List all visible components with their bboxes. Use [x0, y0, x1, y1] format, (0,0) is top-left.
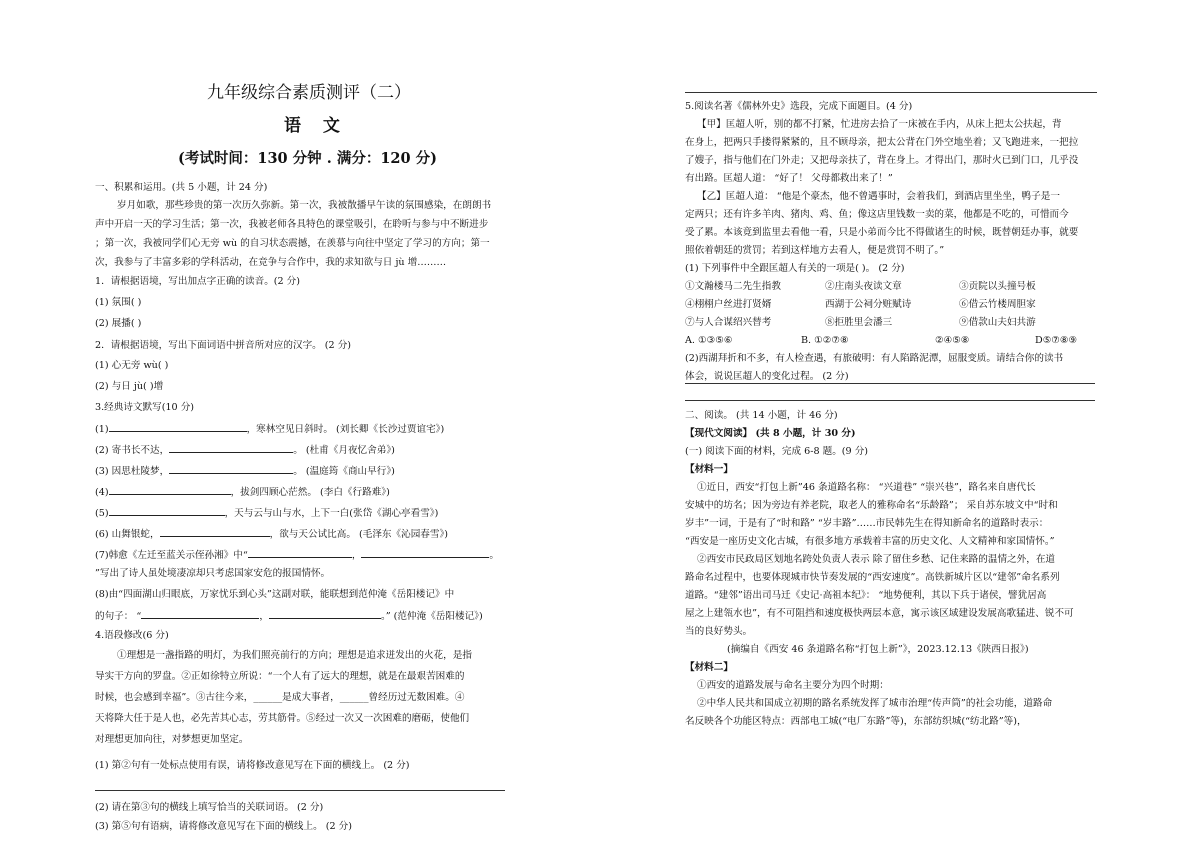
- q3-item: [95, 506, 438, 520]
- q5-sub2: (2)西湖拜折和不多，有人检查遇，有旅破明：有人陷路泥潭，屈服变质。请结合你的读书: [685, 353, 1064, 364]
- q3-item-pre: (3) 因思杜陵梦，: [95, 466, 170, 477]
- q5-yi-line: 定两只；还有许多羊肉、猪肉、鸡、鱼；像这店里钱数一卖的菜，他都是不吃的，可惜而今: [685, 209, 1069, 220]
- q5-option: 西湖于公祠分赃赋诗: [825, 299, 912, 310]
- answer-blank[interactable]: [248, 548, 352, 558]
- q3-item-post: ，欲与天公试比高。 (毛泽东《沁园春雪》): [269, 529, 449, 540]
- passage-line: 次，我参与了丰富多彩的学科活动，在竞争与合作中，我的求知欲与日 jù 增………: [95, 257, 447, 268]
- answer-line[interactable]: [685, 400, 1095, 401]
- q5-option: ②庄南头夜读文章: [825, 281, 902, 292]
- q3-item: [95, 422, 444, 436]
- q5-option: ⑧拒胜里会潘三: [825, 317, 893, 328]
- q5-option: ③贡院以头撞号板: [959, 281, 1036, 292]
- q3-8-text: 的句子： “: [95, 611, 142, 622]
- q5-option: ④栩栩户丝进打贤婿: [685, 299, 772, 310]
- answer-blank[interactable]: [269, 609, 381, 619]
- answer-blank[interactable]: [109, 485, 231, 495]
- q3-item-post: ，寒林空见日斜时。 (刘长卿《长沙过贾谊宅》): [246, 424, 445, 435]
- q3-item: [95, 443, 395, 457]
- answer-line[interactable]: [95, 790, 505, 791]
- q5-sub2: 体会，说说匡超人的变化过程。 (2 分): [685, 371, 849, 382]
- material1-line: “西安是一座历史文化古城，有很多地方承载着丰富的历史文化、人文精神和家国情怀。”: [685, 536, 1055, 547]
- material1-line: 道路。“建邻”语出司马迁《史记·高祖本纪》： “地势便利，其以下兵于诸侯，譬犹居高: [685, 590, 1047, 601]
- material1-line: 屋之上建瓴水也”，有不可阻挡和速度极快两层本意，寓示该区域建设发展高歌猛进、锐不可: [685, 608, 1074, 619]
- q3-item-pre: (5): [95, 508, 109, 519]
- material2-label: 【材料二】: [685, 662, 733, 673]
- material2-line: ①西安的道路发展与命名主要分为四个时期：: [697, 680, 889, 691]
- q5-option: ①文瀚楼马二先生指教: [685, 281, 781, 292]
- answer-blank[interactable]: [109, 422, 247, 432]
- q3-item-7-cont: ”写出了诗人虽处境凄凉却只考虑国家安危的报国情怀。: [95, 568, 331, 579]
- q5-option: ⑥借云竹楼周胆家: [959, 299, 1036, 310]
- q2-item: (1) 心无旁 wù( ): [95, 360, 169, 371]
- passage-line: 岁月如歌，那些珍贵的第一次历久弥新。第一次，我被散播早午读的氛围感染，在朗朗书: [117, 200, 492, 211]
- q4-passage-line: 导实干方向的罗盘。②正如徐特立所说：“一个人有了远大的理想，就是在最艰苦困难的: [95, 671, 465, 682]
- material1-source: (摘编自《西安 46 条道路名称“打包上新”》，2023.12.13《陕西日报》): [727, 644, 1029, 655]
- q4-passage-line: 天将降大任于是人也，必先苦其心志，劳其筋骨。⑤经过一次又一次困难的磨砺，使他们: [95, 713, 470, 724]
- q5-jia-line: 有出路。匡超人道： “好了！ 父母都救出来了！”: [685, 173, 893, 184]
- right-page: [685, 0, 1097, 848]
- q5-jia-line: 在身上，把两只手搂得紧紧的，且不顾母亲，把太公背在门外空地坐着；又飞跑进来，一把拉: [685, 137, 1079, 148]
- q3-item-pre: (2) 寄书长不达，: [95, 445, 170, 456]
- answer-blank[interactable]: [109, 506, 225, 516]
- answer-blank[interactable]: [169, 443, 293, 453]
- q3-item-pre: (1): [95, 424, 109, 435]
- passage-line: ；第一次，我被同学们心无旁 wù 的自习状态震撼，在羡慕与向往中坚定了学习的方向；第一: [95, 238, 490, 249]
- left-page: [95, 0, 585, 848]
- q3-item-pre: (6) 山舞银蛇，: [95, 529, 160, 540]
- part1-instruction: (一) 阅读下面的材料，完成 6-8 题。(9 分): [685, 446, 869, 457]
- q1-item: (1) 氛围( ): [95, 297, 142, 308]
- q4-passage-line: 对理想更加向往，对梦想更加坚定。: [95, 734, 249, 745]
- q2-item: (2) 与日 jù( )增: [95, 381, 164, 392]
- q3-item: [95, 464, 395, 478]
- q5-sub1: (1) 下列事件中全跟匡超人有关的一项是( )。 (2 分): [685, 263, 905, 274]
- material2-line: ②中华人民共和国成立初期的路名系统发挥了城市治理“传声筒”的社会功能，道路命: [697, 698, 1053, 709]
- material2-line: 名反映各个功能区特点：西部电工城(“电厂东路”等)，东部纺织城(“纺北路”等)，: [685, 716, 1027, 727]
- material1-line: 安城中的坊名；因为旁边有养老院，取老人的雅称命名“乐龄路”； 采自苏东坡文中“时和: [685, 500, 1058, 511]
- material1-line: ①近日，西安“打包上新”46 条道路名称： “兴道巷” “崇兴巷”，路名来自唐代长: [697, 482, 1036, 493]
- q3-item-post: ，天与云与山与水，上下一白(张岱《湖心亭看雪》): [224, 508, 439, 519]
- section2-heading: 二、阅读。 (共 14 小题，计 46 分): [685, 410, 838, 421]
- q3-7-period: 。: [489, 550, 499, 561]
- q4-sub3: (3) 第⑤句有语病，请将修改意见写在下面的横线上。 (2 分): [95, 821, 352, 832]
- answer-blank[interactable]: [169, 464, 293, 474]
- q5-jia-line: 【甲】匡超人听，别的都不打紧，忙进房去拾了一床被在手内，从床上把太公扶起，背: [697, 119, 1062, 130]
- q5-heading: 5.阅读名著《儒林外史》选段，完成下面题目。(4 分): [685, 101, 913, 112]
- q5-choice[interactable]: B. ①②⑦⑧: [801, 335, 849, 346]
- top-rule: [685, 92, 1097, 93]
- q3-item-post: 。 (杜甫《月夜忆舍弟》): [293, 445, 395, 456]
- q1-item: (2) 展播( ): [95, 318, 142, 329]
- exam-time-score: (考试时间：130 分钟 . 满分：120 分): [178, 150, 437, 167]
- q4-sub1: (1) 第②句有一处标点使用有误，请将修改意见写在下面的横线上。 (2 分): [95, 760, 410, 771]
- q3-7-text: (7)韩愈《左迁至蓝关示侄孙湘》中“: [95, 550, 248, 561]
- q5-jia-line: 了嫂子，指与他们在门外走；又把母亲扶了，背在身上。才得出门，那时火已到门口，几乎没: [685, 155, 1079, 166]
- material1-line: 岁丰”一词，于是有了“时和路” “岁丰路”……市民韩先生在得知新命名的道路时表示：: [685, 518, 1049, 529]
- q5-yi-line: 受了累。本该竟到监里去看他一看，只是小弟而今比不得做诸生的时候，既替朝廷办事，就要: [685, 227, 1079, 238]
- q3-8-comma: ，: [259, 611, 269, 622]
- q3-item-7: [95, 548, 499, 562]
- q3-7-comma: ，: [351, 550, 362, 561]
- q3-item-8-cont: [95, 609, 483, 623]
- q5-yi-line: 【乙】匡超人道： “他是个豪杰，他不曾遇事时，会着我们，到酒店里坐坐，鸭子是一: [697, 191, 1060, 202]
- q3-item-post: 。 (温庭筠《商山早行》): [293, 466, 395, 477]
- q3-item-8: (8)由“四面湖山归眼底，万家忧乐到心头”这副对联，能联想到范仲淹《岳阳楼记》中: [95, 589, 455, 600]
- q3-item-post: ，拔剑四顾心茫然。 (李白《行路难》): [230, 487, 390, 498]
- q2-prompt: 2．请根据语境，写出下面词语中拼音所对应的汉字。 (2 分): [95, 340, 352, 351]
- passage-line: 声中开启一天的学习生活；第一次，我被老师各具特色的课堂吸引，在聆听与参与中不断进步: [95, 219, 489, 230]
- q3-prompt: 3.经典诗文默写(10 分): [95, 402, 195, 413]
- q5-choice[interactable]: ②④⑤⑧: [935, 335, 970, 346]
- q3-item: [95, 485, 390, 499]
- q5-option: ⑨借款山夫妇共游: [959, 317, 1036, 328]
- q5-yi-line: 照依着朝廷的赏罚；若到这样地方去看人，便是赏罚不明了。”: [685, 245, 945, 256]
- answer-blank[interactable]: [141, 609, 259, 619]
- material1-line: 当的良好势头。: [685, 626, 753, 637]
- q3-item: [95, 527, 448, 541]
- material1-label: 【材料一】: [685, 464, 733, 475]
- material1-line: 路命名过程中，也要体现城市快节奏发展的“西安速度”。高铁新城片区以“建邻”命名系列: [685, 572, 1060, 583]
- exam-title: 九年级综合素质测评（二）: [207, 83, 411, 103]
- q1-prompt: 1．请根据语境，写出加点字正确的读音。(2 分): [95, 276, 301, 287]
- answer-line[interactable]: [685, 383, 1095, 384]
- q4-passage-line: 时候，也会感到幸福”。③古往今来，______是成大事者，______曾经历过无数困难。④: [95, 692, 465, 703]
- q5-choice[interactable]: A. ①③⑤⑥: [685, 335, 733, 346]
- q5-choice[interactable]: D⑤⑦⑧⑨: [1035, 335, 1078, 346]
- q3-8-tail: 。” (范仲淹《岳阳楼记》): [380, 611, 483, 622]
- q4-prompt: 4.语段修改(6 分): [95, 630, 169, 641]
- q5-option: ⑦与人合谋绍兴替考: [685, 317, 772, 328]
- q4-passage-line: ①理想是一盏指路的明灯，为我们照亮前行的方向；理想是追求迸发出的火花，是指: [117, 650, 472, 661]
- q3-item-pre: (4): [95, 487, 109, 498]
- q4-sub2: (2) 请在第③句的横线上填写恰当的关联词语。 (2 分): [95, 802, 324, 813]
- answer-blank[interactable]: [361, 548, 489, 558]
- exam-subject: 语 文: [284, 116, 348, 136]
- answer-blank[interactable]: [160, 527, 270, 537]
- material1-line: ②西安市民政局区划地名跨处负责人表示 除了留住乡愁、记住来路的温情之外，在道: [697, 554, 1056, 565]
- section2-subheading: 【现代文阅读】 (共 8 小题，计 30 分): [685, 428, 856, 439]
- section1-heading: 一、积累和运用。(共 5 小题，计 24 分): [95, 182, 268, 193]
